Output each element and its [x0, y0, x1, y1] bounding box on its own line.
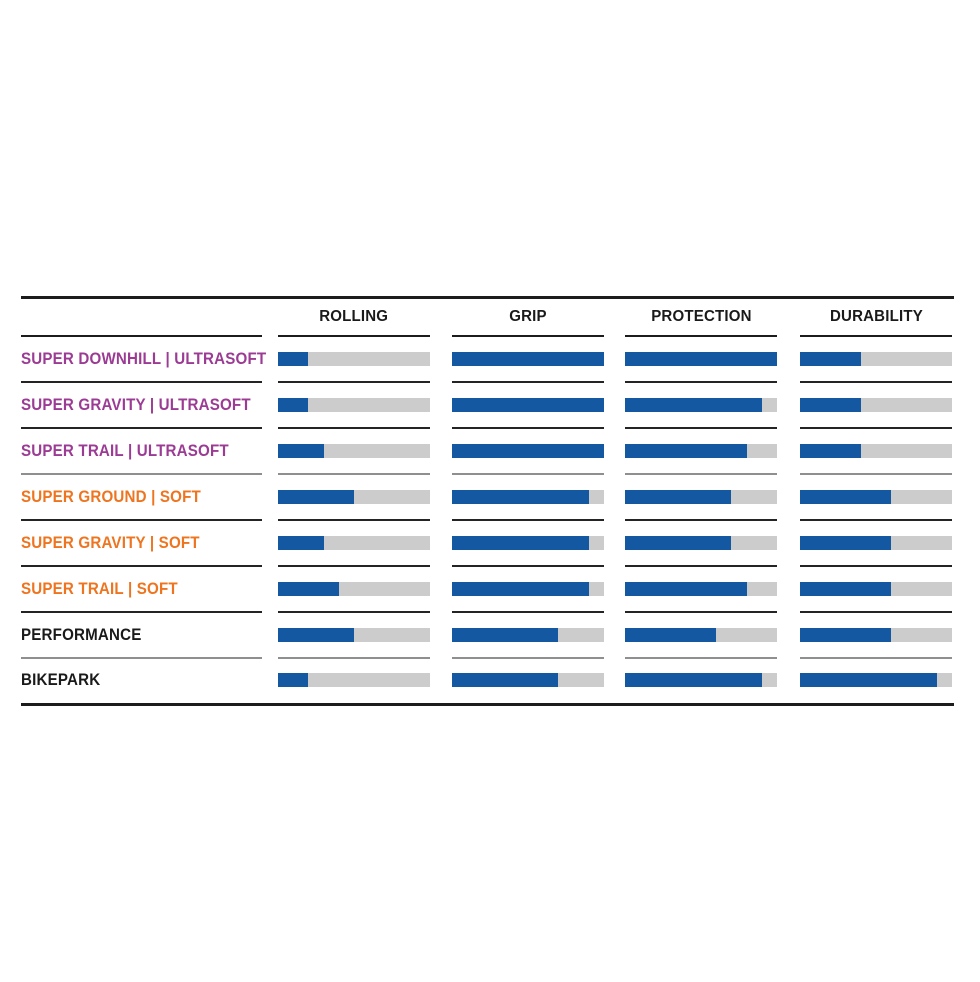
tire-row-label-cell [21, 429, 262, 475]
rating-cell-grip [452, 659, 604, 701]
header-spacer [777, 299, 800, 335]
rating-bar-track-protection [625, 536, 777, 550]
rating-cell-grip [452, 475, 604, 521]
rating-bar-fill-grip [452, 673, 558, 687]
rating-bar-fill-grip [452, 352, 604, 366]
rating-bar-track-grip [452, 444, 604, 458]
rating-cell-protection [625, 521, 777, 567]
column-spacer [777, 567, 800, 611]
rating-cell-protection [625, 475, 777, 521]
rating-bar-fill-protection [625, 444, 747, 458]
rating-cell-protection [625, 613, 777, 659]
column-spacer [430, 429, 452, 473]
column-spacer [262, 383, 278, 427]
rating-bar-track-rolling [278, 673, 430, 687]
rating-cell-durability [800, 521, 952, 567]
rating-bar-fill-protection [625, 398, 762, 412]
column-spacer [604, 475, 625, 519]
rating-bar-track-grip [452, 398, 604, 412]
header-spacer [430, 299, 452, 335]
rating-cell-durability [800, 383, 952, 429]
rating-cell-durability [800, 475, 952, 521]
rating-cell-rolling [278, 429, 430, 475]
rating-bar-track-protection [625, 582, 777, 596]
rating-bar-track-grip [452, 352, 604, 366]
tire-row-label: PERFORMANCE [21, 625, 142, 644]
rating-bar-track-durability [800, 673, 952, 687]
tire-row-label-cell [21, 613, 262, 659]
column-spacer [262, 613, 278, 657]
column-spacer [262, 659, 278, 703]
rating-bar-track-grip [452, 628, 604, 642]
rating-cell-durability [800, 429, 952, 475]
rating-bar-fill-protection [625, 628, 716, 642]
column-spacer [777, 337, 800, 381]
rating-bar-fill-protection [625, 673, 762, 687]
header-empty-cell [21, 299, 262, 337]
rating-bar-fill-rolling [278, 673, 308, 687]
rating-bar-fill-durability [800, 582, 891, 596]
rating-cell-rolling [278, 567, 430, 613]
rating-bar-track-durability [800, 444, 952, 458]
rating-cell-protection [625, 383, 777, 429]
rating-bar-fill-rolling [278, 444, 324, 458]
rating-bar-track-rolling [278, 582, 430, 596]
rating-cell-durability [800, 613, 952, 659]
rating-cell-protection [625, 567, 777, 613]
column-header-grip-cell [452, 299, 604, 337]
rating-bar-fill-grip [452, 582, 589, 596]
rating-bar-fill-rolling [278, 536, 324, 550]
rating-bar-fill-durability [800, 352, 861, 366]
rating-cell-rolling [278, 337, 430, 383]
rating-bar-track-durability [800, 628, 952, 642]
column-spacer [430, 567, 452, 611]
rating-bar-track-rolling [278, 444, 430, 458]
rating-cell-durability [800, 659, 952, 701]
rating-bar-track-grip [452, 673, 604, 687]
tire-row-label: BIKEPARK [21, 670, 101, 689]
column-header-protection-cell [625, 299, 777, 337]
rating-bar-fill-grip [452, 490, 589, 504]
rating-bar-track-rolling [278, 490, 430, 504]
rating-bar-track-protection [625, 352, 777, 366]
column-spacer [604, 567, 625, 611]
rating-cell-rolling [278, 521, 430, 567]
column-spacer [777, 659, 800, 703]
column-spacer [430, 521, 452, 565]
rating-cell-protection [625, 429, 777, 475]
tire-row-label-cell [21, 337, 267, 383]
header-spacer [604, 299, 625, 335]
rating-bar-track-protection [625, 490, 777, 504]
rating-bar-track-durability [800, 536, 952, 550]
tire-row-label-cell [21, 521, 262, 567]
rating-bar-track-durability [800, 398, 952, 412]
column-spacer [430, 383, 452, 427]
rating-bar-track-protection [625, 444, 777, 458]
rating-cell-grip [452, 567, 604, 613]
column-spacer [430, 475, 452, 519]
rating-cell-grip [452, 521, 604, 567]
rating-cell-grip [452, 337, 604, 383]
rating-bar-fill-durability [800, 490, 891, 504]
rating-bar-track-rolling [278, 536, 430, 550]
rating-cell-rolling [278, 475, 430, 521]
column-header-durability-cell [800, 299, 952, 337]
rating-bar-fill-durability [800, 536, 891, 550]
tire-row-label-cell [21, 383, 262, 429]
column-header-rolling: ROLLING [319, 308, 389, 325]
tire-row-label: SUPER GRAVITY | SOFT [21, 533, 200, 552]
column-header-grip: GRIP [509, 308, 547, 325]
rating-bar-track-protection [625, 673, 777, 687]
rating-cell-protection [625, 659, 777, 701]
rating-bar-track-grip [452, 582, 604, 596]
rating-bar-fill-grip [452, 398, 604, 412]
rating-bar-fill-durability [800, 444, 861, 458]
rating-bar-fill-rolling [278, 398, 308, 412]
rating-bar-track-rolling [278, 628, 430, 642]
column-spacer [262, 521, 278, 565]
column-header-durability: DURABILITY [829, 308, 923, 325]
rating-bar-track-grip [452, 536, 604, 550]
column-spacer [604, 521, 625, 565]
rating-bar-fill-protection [625, 490, 731, 504]
tire-row-label: SUPER GROUND | SOFT [21, 487, 201, 506]
rating-bar-track-durability [800, 582, 952, 596]
rating-bar-track-protection [625, 628, 777, 642]
rating-bar-fill-protection [625, 536, 731, 550]
column-header-protection: PROTECTION [650, 308, 752, 325]
tire-row-label-cell [21, 475, 262, 521]
column-spacer [777, 383, 800, 427]
column-spacer [430, 337, 452, 381]
rating-bar-fill-rolling [278, 582, 339, 596]
rating-cell-durability [800, 567, 952, 613]
rating-cell-rolling [278, 383, 430, 429]
header-spacer [262, 299, 278, 335]
column-spacer [262, 429, 278, 473]
column-spacer [777, 475, 800, 519]
bottom-rule [21, 703, 954, 706]
rating-bar-track-protection [625, 398, 777, 412]
tire-row-label: SUPER TRAIL | SOFT [21, 579, 178, 598]
rating-bar-track-grip [452, 490, 604, 504]
column-spacer [604, 383, 625, 427]
rating-bar-track-durability [800, 352, 952, 366]
rating-bar-fill-protection [625, 352, 777, 366]
column-spacer [604, 659, 625, 703]
rating-bar-track-durability [800, 490, 952, 504]
column-spacer [777, 521, 800, 565]
tire-row-label: SUPER DOWNHILL | ULTRASOFT [21, 349, 267, 368]
rating-cell-protection [625, 337, 777, 383]
column-spacer [604, 613, 625, 657]
rating-cell-grip [452, 429, 604, 475]
rating-bar-fill-grip [452, 536, 589, 550]
column-spacer [430, 613, 452, 657]
tire-row-label-cell [21, 567, 262, 613]
column-spacer [777, 429, 800, 473]
rating-bar-fill-durability [800, 628, 891, 642]
column-header-rolling-cell [278, 299, 430, 337]
rating-cell-rolling [278, 613, 430, 659]
rating-bar-fill-rolling [278, 352, 308, 366]
tire-row-label: SUPER TRAIL | ULTRASOFT [21, 441, 229, 460]
comparison-grid [21, 299, 954, 703]
tire-comparison-chart [21, 296, 954, 706]
rating-bar-fill-protection [625, 582, 747, 596]
tire-row-label: SUPER GRAVITY | ULTRASOFT [21, 395, 251, 414]
rating-bar-fill-durability [800, 673, 937, 687]
rating-bar-fill-rolling [278, 628, 354, 642]
column-spacer [604, 337, 625, 381]
column-spacer [430, 659, 452, 703]
column-spacer [262, 475, 278, 519]
rating-bar-fill-grip [452, 628, 558, 642]
tire-row-label-cell [21, 659, 262, 701]
rating-cell-rolling [278, 659, 430, 701]
rating-cell-grip [452, 613, 604, 659]
rating-bar-track-rolling [278, 352, 430, 366]
rating-bar-track-rolling [278, 398, 430, 412]
rating-bar-fill-durability [800, 398, 861, 412]
column-spacer [604, 429, 625, 473]
column-spacer [777, 613, 800, 657]
rating-bar-fill-rolling [278, 490, 354, 504]
rating-cell-durability [800, 337, 952, 383]
rating-bar-fill-grip [452, 444, 604, 458]
column-spacer [262, 567, 278, 611]
rating-cell-grip [452, 383, 604, 429]
